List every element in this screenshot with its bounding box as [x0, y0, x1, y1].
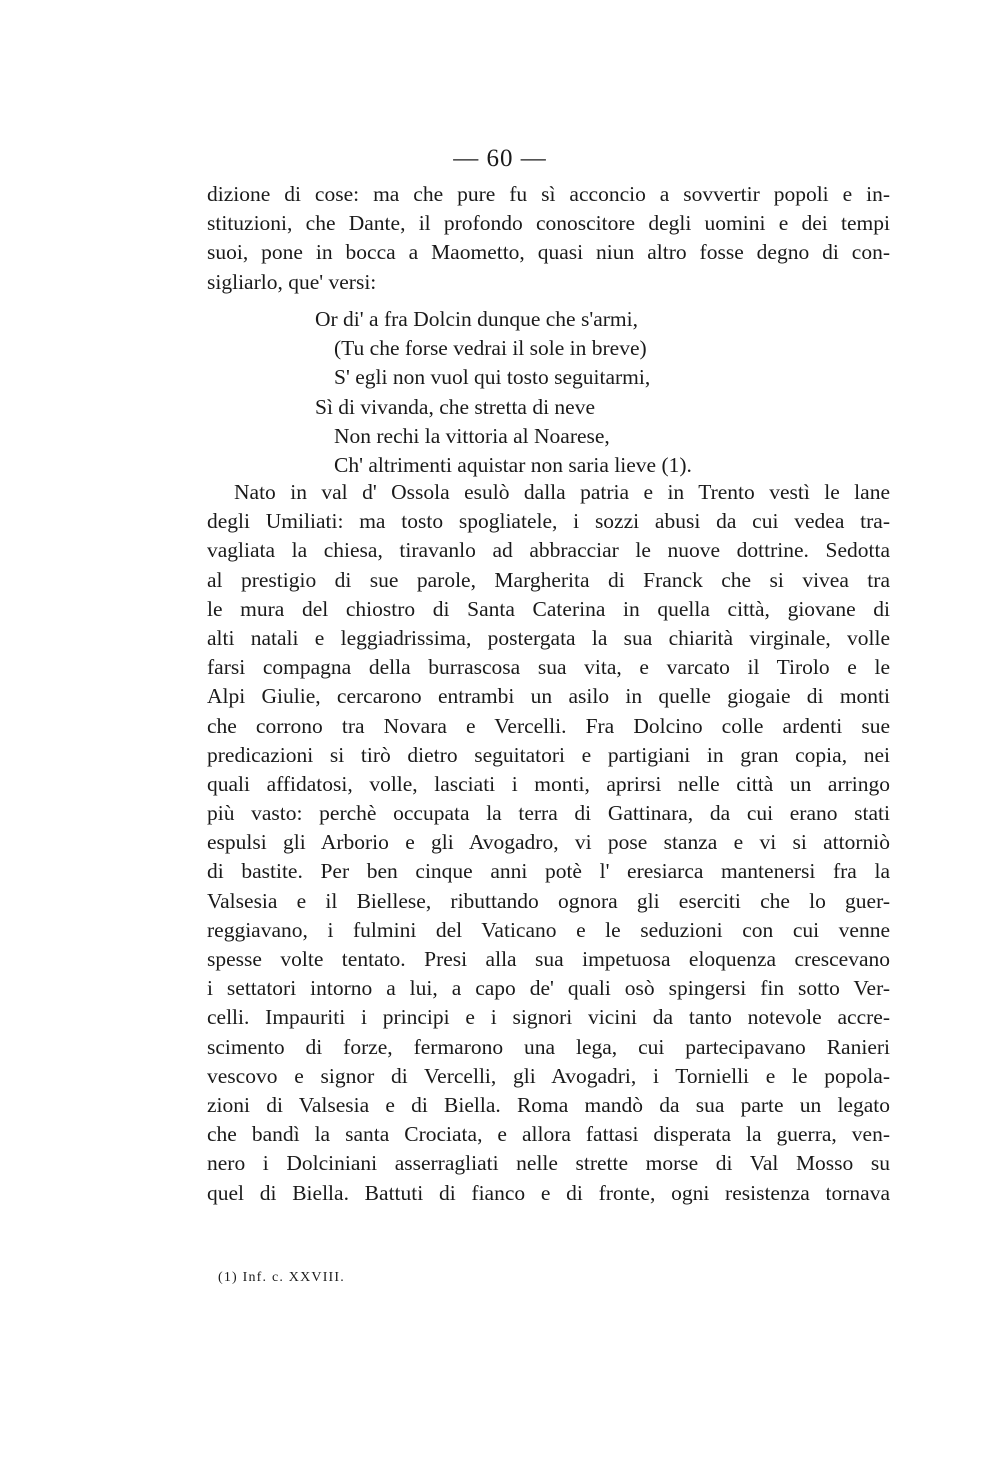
text-line: Alpi Giulie, cercarono entrambi un asilo in quelle giogaie di monti — [207, 684, 890, 709]
text-line: degli Umiliati: ma tosto spogliatele, i sozzi abusi da cui vedea tra- — [207, 509, 890, 534]
text-line: stituzioni, che Dante, il profondo conoscitore degli uomini e dei tempi — [207, 211, 890, 236]
text-line: espulsi gli Arborio e gli Avogadro, vi pose stanza e vi si attorniò — [207, 830, 890, 855]
text-line: al prestigio di sue parole, Margherita di Franck che si vivea tra — [207, 567, 890, 592]
page-number: — 60 — — [453, 145, 547, 172]
text-line: i settatori intorno a lui, a capo de' quali osò spingersi fin sotto Ver- — [207, 976, 890, 1001]
text-line: suoi, pone in bocca a Maometto, quasi niun altro fosse degno di con- — [207, 240, 890, 265]
text-line: che bandì la santa Crociata, e allora fattasi disperata la guerra, ven- — [207, 1122, 890, 1147]
verse-line: Sì di vivanda, che stretta di neve — [315, 394, 596, 419]
text-line: quali affidatosi, volle, lasciati i monti, aprirsi nelle città un arringo — [207, 771, 890, 796]
text-line: farsi compagna della burrascosa sua vita, e varcato il Tirolo e le — [207, 655, 890, 680]
text-line: alti natali e leggiadrissima, postergata la sua chiarità virginale, volle — [207, 625, 890, 650]
text-line: vagliata la chiesa, tiravanlo ad abbracciar le nuove dottrine. Sedotta — [207, 538, 890, 563]
text-line: sigliarlo, que' versi: — [207, 269, 377, 294]
text-line: celli. Impauriti i principi e i signori vicini da tanto notevole accre- — [207, 1005, 890, 1030]
text-line: che corrono tra Novara e Vercelli. Fra Dolcino colle ardenti sue — [207, 713, 890, 738]
body-paragraph — [207, 478, 890, 1208]
text-line: scimento di forze, fermarono una lega, cui partecipavano Ranieri — [207, 1034, 890, 1059]
text-line: quel di Biella. Battuti di fianco e di fronte, ogni resistenza tornava — [207, 1180, 890, 1205]
text-line: predicazioni si tirò dietro seguitatori e partigiani in gran copia, nei — [207, 742, 890, 767]
opening-paragraph — [207, 180, 890, 297]
verse-line: Non rechi la vittoria al Noarese, — [334, 423, 610, 448]
text-line: reggiavano, i fulmini del Vaticano e le seduzioni con cui venne — [207, 917, 890, 942]
verse-line: (Tu che forse vedrai il sole in breve) — [334, 336, 647, 361]
text-line: vescovo e signor di Vercelli, gli Avogadri, i Tornielli e le popola- — [207, 1063, 890, 1088]
text-line: Valsesia e il Biellese, ributtando ognora gli eserciti che lo guer- — [207, 888, 890, 913]
text-line: le mura del chiostro di Santa Caterina in quella città, giovane di — [207, 596, 890, 621]
text-line: di bastite. Per ben cinque anni potè l' eresiarca mantenersi fra la — [207, 859, 890, 884]
text-line: zioni di Valsesia e di Biella. Roma mandò da sua parte un legato — [207, 1092, 890, 1117]
footnote: (1) Inf. c. XXVIII. — [218, 1270, 345, 1285]
text-line: nero i Dolciniani asserragliati nelle strette morse di Val Mosso su — [207, 1151, 890, 1176]
text-line: Nato in val d' Ossola esulò dalla patria e in Trento vestì le lane — [234, 480, 890, 504]
text-line: dizione di cose: ma che pure fu sì acconcio a sovvertir popoli e in- — [207, 182, 890, 206]
text-line: spesse volte tentato. Presi alla sua impetuosa eloquenza crescevano — [207, 947, 890, 971]
verse-line: Ch' altrimenti aquistar non saria lieve (1). — [334, 452, 692, 477]
dante-verse-quotation — [207, 305, 890, 480]
text-line: più vasto: perchè occupata la terra di Gattinara, da cui erano stati — [207, 801, 890, 826]
verse-line: S' egli non vuol qui tosto seguitarmi, — [334, 365, 651, 390]
verse-line: Or di' a fra Dolcin dunque che s'armi, — [315, 307, 638, 331]
